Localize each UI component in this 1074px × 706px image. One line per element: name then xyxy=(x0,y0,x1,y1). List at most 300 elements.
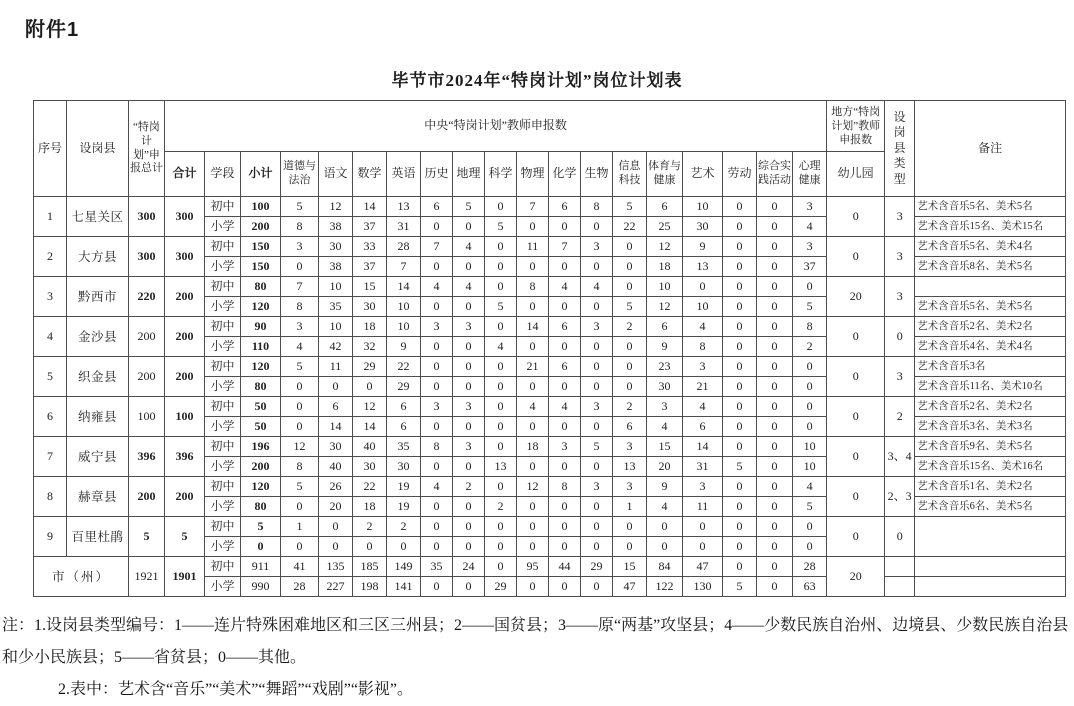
header-subject-practice: 综合实践活动 xyxy=(757,152,793,197)
cell-subject-value: 0 xyxy=(757,237,793,257)
cell-subject-value: 10 xyxy=(387,297,421,317)
cell-total: 396 xyxy=(165,437,205,477)
cell-subject-value: 29 xyxy=(581,557,613,577)
cell-seq: 7 xyxy=(34,437,67,477)
cell-subject-value: 2 xyxy=(387,517,421,537)
header-subject-math: 数学 xyxy=(353,152,387,197)
cell-declared-total: 200 xyxy=(129,317,165,357)
cell-subtotal: 110 xyxy=(241,337,281,357)
cell-subject-value: 0 xyxy=(757,397,793,417)
attachment-label: 附件1 xyxy=(25,19,80,41)
cell-declared-total: 200 xyxy=(129,477,165,517)
cell-subject-value: 0 xyxy=(453,577,485,597)
cell-subject-value: 14 xyxy=(319,417,353,437)
cell-subject-value: 6 xyxy=(549,197,581,217)
cell-remark: 艺术含音乐4名、美术4名 xyxy=(915,337,1066,357)
cell-subject-value: 0 xyxy=(723,257,757,277)
cell-subject-value: 0 xyxy=(421,297,453,317)
cell-stage: 初中 xyxy=(205,557,241,577)
cell-subject-value: 4 xyxy=(647,417,683,437)
cell-subject-value: 7 xyxy=(387,257,421,277)
cell-subject-value: 0 xyxy=(485,477,517,497)
cell-seq: 2 xyxy=(34,237,67,277)
cell-subject-value: 18 xyxy=(647,257,683,277)
cell-subject-value: 0 xyxy=(353,537,387,557)
cell-subject-value: 0 xyxy=(485,317,517,337)
cell-subject-value: 19 xyxy=(387,497,421,517)
cell-subject-value: 3 xyxy=(793,197,827,217)
cell-subject-value: 0 xyxy=(757,457,793,477)
cell-subject-value: 3 xyxy=(683,357,723,377)
cell-subject-value: 0 xyxy=(757,357,793,377)
cell-subject-value: 11 xyxy=(319,357,353,377)
cell-subject-value: 0 xyxy=(485,397,517,417)
cell-subject-value: 11 xyxy=(683,497,723,517)
cell-subject-value: 35 xyxy=(421,557,453,577)
cell-subject-value: 0 xyxy=(453,357,485,377)
cell-subject-value: 8 xyxy=(421,437,453,457)
cell-subject-value: 6 xyxy=(613,417,647,437)
cell-county: 大方县 xyxy=(67,237,129,277)
cell-stage: 小学 xyxy=(205,577,241,597)
cell-subject-value: 12 xyxy=(353,397,387,417)
cell-subject-value: 227 xyxy=(319,577,353,597)
cell-kindergarten: 20 xyxy=(827,277,885,317)
cell-subject-value: 0 xyxy=(581,357,613,377)
cell-subject-value: 3 xyxy=(613,477,647,497)
cell-subject-value: 4 xyxy=(421,477,453,497)
cell-seq: 8 xyxy=(34,477,67,517)
cell-subject-value: 4 xyxy=(683,397,723,417)
cell-county-type: 3 xyxy=(885,357,915,397)
cell-stage: 初中 xyxy=(205,237,241,257)
cell-subject-value: 0 xyxy=(453,537,485,557)
header-central-group: 中央“特岗计划”教师申报数 xyxy=(165,101,827,152)
header-subject-pe-health: 体育与健康 xyxy=(647,152,683,197)
cell-subject-value: 12 xyxy=(647,237,683,257)
cell-subject-value: 8 xyxy=(281,217,319,237)
cell-subject-value: 8 xyxy=(517,277,549,297)
cell-subject-value: 0 xyxy=(517,417,549,437)
cell-kindergarten: 20 xyxy=(827,557,885,597)
cell-subject-value: 0 xyxy=(683,517,723,537)
cell-total: 1901 xyxy=(165,557,205,597)
cell-subject-value: 3 xyxy=(581,397,613,417)
cell-county-type: 3 xyxy=(885,197,915,237)
cell-stage: 小学 xyxy=(205,497,241,517)
cell-subject-value: 0 xyxy=(421,337,453,357)
cell-subject-value: 3 xyxy=(281,237,319,257)
cell-subject-value: 2 xyxy=(353,517,387,537)
cell-subject-value: 95 xyxy=(517,557,549,577)
cell-subject-value: 0 xyxy=(453,257,485,277)
cell-subject-value: 35 xyxy=(387,437,421,457)
cell-subject-value: 6 xyxy=(647,317,683,337)
cell-subject-value: 7 xyxy=(281,277,319,297)
cell-subject-value: 0 xyxy=(613,537,647,557)
cell-county: 黔西市 xyxy=(67,277,129,317)
cell-subject-value: 11 xyxy=(517,237,549,257)
cell-subject-value: 0 xyxy=(757,197,793,217)
header-subject-history: 历史 xyxy=(421,152,453,197)
cell-total-label: 市（州） xyxy=(34,557,129,597)
cell-subject-value: 0 xyxy=(281,497,319,517)
cell-stage: 初中 xyxy=(205,477,241,497)
cell-stage: 小学 xyxy=(205,337,241,357)
cell-subject-value: 30 xyxy=(353,457,387,477)
cell-subject-value: 0 xyxy=(757,277,793,297)
cell-subject-value: 0 xyxy=(453,417,485,437)
header-kindergarten: 幼儿园 xyxy=(827,152,885,197)
cell-subject-value: 30 xyxy=(353,297,387,317)
cell-subject-value: 122 xyxy=(647,577,683,597)
cell-subject-value: 4 xyxy=(485,337,517,357)
cell-subject-value: 0 xyxy=(613,237,647,257)
cell-subject-value: 0 xyxy=(723,417,757,437)
cell-subject-value: 0 xyxy=(517,497,549,517)
cell-kindergarten: 0 xyxy=(827,397,885,437)
cell-subject-value: 0 xyxy=(723,237,757,257)
cell-declared-total: 396 xyxy=(129,437,165,477)
cell-subject-value: 3 xyxy=(453,317,485,337)
cell-subject-value: 6 xyxy=(549,317,581,337)
cell-subject-value: 18 xyxy=(517,437,549,457)
cell-stage: 小学 xyxy=(205,257,241,277)
cell-subject-value: 0 xyxy=(613,277,647,297)
cell-total: 200 xyxy=(165,477,205,517)
cell-subject-value: 14 xyxy=(517,317,549,337)
cell-subject-value: 0 xyxy=(723,557,757,577)
cell-declared-total: 5 xyxy=(129,517,165,557)
cell-remark: 艺术含音乐2名、美术2名 xyxy=(915,317,1066,337)
cell-subject-value: 18 xyxy=(353,317,387,337)
cell-subject-value: 8 xyxy=(793,317,827,337)
cell-seq: 3 xyxy=(34,277,67,317)
cell-subject-value: 0 xyxy=(281,397,319,417)
position-plan-table xyxy=(33,100,1066,597)
cell-subject-value: 3 xyxy=(647,397,683,417)
cell-subject-value: 5 xyxy=(281,197,319,217)
cell-subject-value: 5 xyxy=(723,457,757,477)
cell-subject-value: 0 xyxy=(757,557,793,577)
cell-subject-value: 25 xyxy=(647,217,683,237)
cell-county-type: 2、3 xyxy=(885,477,915,517)
cell-subject-value: 28 xyxy=(281,577,319,597)
header-seq: 序号 xyxy=(34,101,67,197)
cell-subject-value: 0 xyxy=(421,377,453,397)
cell-subject-value: 8 xyxy=(683,337,723,357)
cell-kindergarten: 0 xyxy=(827,437,885,477)
cell-subject-value: 4 xyxy=(793,217,827,237)
cell-subject-value: 14 xyxy=(353,417,387,437)
cell-subject-value: 0 xyxy=(757,257,793,277)
cell-county-type: 0 xyxy=(885,517,915,557)
cell-subject-value: 0 xyxy=(723,477,757,497)
cell-remark: 艺术含音乐3名、美术3名 xyxy=(915,417,1066,437)
cell-stage: 初中 xyxy=(205,437,241,457)
cell-remark: 艺术含音乐9名、美术5名 xyxy=(915,437,1066,457)
cell-subject-value: 6 xyxy=(421,197,453,217)
cell-subject-value: 0 xyxy=(613,257,647,277)
cell-subject-value: 12 xyxy=(647,297,683,317)
cell-subtotal: 100 xyxy=(241,197,281,217)
table-body xyxy=(34,197,1066,597)
cell-stage: 小学 xyxy=(205,297,241,317)
cell-subject-value: 5 xyxy=(485,217,517,237)
cell-subject-value: 5 xyxy=(281,477,319,497)
cell-stage: 初中 xyxy=(205,197,241,217)
cell-subject-value: 0 xyxy=(549,497,581,517)
cell-subject-value: 0 xyxy=(613,337,647,357)
cell-subject-value: 0 xyxy=(485,357,517,377)
cell-subject-value: 0 xyxy=(683,537,723,557)
header-subject-science: 科学 xyxy=(485,152,517,197)
cell-subject-value: 3 xyxy=(683,477,723,497)
cell-subject-value: 6 xyxy=(647,197,683,217)
cell-subject-value: 0 xyxy=(485,537,517,557)
cell-subject-value: 3 xyxy=(613,437,647,457)
cell-subject-value: 5 xyxy=(613,197,647,217)
cell-subject-value: 0 xyxy=(723,517,757,537)
cell-remark xyxy=(915,577,1066,597)
cell-subject-value: 0 xyxy=(517,257,549,277)
cell-subject-value: 5 xyxy=(613,297,647,317)
cell-subtotal: 0 xyxy=(241,537,281,557)
cell-kindergarten: 0 xyxy=(827,517,885,557)
cell-kindergarten: 0 xyxy=(827,197,885,237)
cell-subject-value: 9 xyxy=(647,337,683,357)
cell-subject-value: 0 xyxy=(793,377,827,397)
cell-subject-value: 10 xyxy=(793,437,827,457)
cell-subject-value: 20 xyxy=(647,457,683,477)
cell-subject-value: 5 xyxy=(281,357,319,377)
cell-subject-value: 10 xyxy=(683,297,723,317)
header-subject-geography: 地理 xyxy=(453,152,485,197)
cell-subject-value: 0 xyxy=(281,417,319,437)
cell-subtotal: 200 xyxy=(241,217,281,237)
cell-subject-value: 135 xyxy=(319,557,353,577)
cell-stage: 小学 xyxy=(205,377,241,397)
cell-total: 200 xyxy=(165,317,205,357)
header-subject-labor: 劳动 xyxy=(723,152,757,197)
cell-subject-value: 4 xyxy=(517,397,549,417)
cell-stage: 小学 xyxy=(205,217,241,237)
cell-subject-value: 0 xyxy=(421,577,453,597)
cell-county: 百里杜鹃 xyxy=(67,517,129,557)
cell-subject-value: 5 xyxy=(453,197,485,217)
cell-subtotal: 990 xyxy=(241,577,281,597)
cell-subject-value: 0 xyxy=(757,437,793,457)
footnotes xyxy=(2,610,1072,706)
cell-subject-value: 2 xyxy=(793,337,827,357)
cell-subject-value: 3 xyxy=(453,437,485,457)
cell-subject-value: 0 xyxy=(757,217,793,237)
cell-stage: 小学 xyxy=(205,417,241,437)
cell-subject-value: 26 xyxy=(319,477,353,497)
cell-seq: 4 xyxy=(34,317,67,357)
cell-stage: 初中 xyxy=(205,277,241,297)
cell-total: 100 xyxy=(165,397,205,437)
cell-county-type xyxy=(885,577,915,597)
header-declared-total: “特岗计划”申报总计 xyxy=(129,101,165,197)
cell-subject-value: 0 xyxy=(757,417,793,437)
cell-subject-value: 0 xyxy=(757,297,793,317)
cell-remark: 艺术含音乐15名、美术16名 xyxy=(915,457,1066,477)
cell-subject-value: 0 xyxy=(485,197,517,217)
cell-subject-value: 40 xyxy=(353,437,387,457)
cell-subject-value: 0 xyxy=(319,537,353,557)
cell-subject-value: 29 xyxy=(353,357,387,377)
header-remark: 备注 xyxy=(915,101,1066,197)
cell-county-type: 2 xyxy=(885,397,915,437)
cell-subject-value: 0 xyxy=(723,337,757,357)
cell-subject-value: 31 xyxy=(683,457,723,477)
cell-subject-value: 0 xyxy=(683,277,723,297)
cell-subtotal: 196 xyxy=(241,437,281,457)
cell-subject-value: 0 xyxy=(581,517,613,537)
cell-subject-value: 2 xyxy=(485,497,517,517)
cell-county: 威宁县 xyxy=(67,437,129,477)
cell-total: 200 xyxy=(165,277,205,317)
cell-county: 金沙县 xyxy=(67,317,129,357)
cell-subject-value: 0 xyxy=(793,417,827,437)
cell-subject-value: 29 xyxy=(485,577,517,597)
cell-kindergarten: 0 xyxy=(827,317,885,357)
cell-subject-value: 40 xyxy=(319,457,353,477)
table-row xyxy=(34,197,1066,217)
cell-remark: 艺术含音乐8名、美术5名 xyxy=(915,257,1066,277)
cell-subject-value: 0 xyxy=(613,517,647,537)
cell-subject-value: 0 xyxy=(453,217,485,237)
cell-subject-value: 0 xyxy=(319,377,353,397)
cell-subject-value: 10 xyxy=(647,277,683,297)
cell-subject-value: 0 xyxy=(421,537,453,557)
cell-subject-value: 6 xyxy=(549,357,581,377)
cell-subject-value: 37 xyxy=(793,257,827,277)
cell-subject-value: 0 xyxy=(723,277,757,297)
cell-subject-value: 0 xyxy=(757,537,793,557)
cell-subject-value: 9 xyxy=(387,337,421,357)
cell-stage: 小学 xyxy=(205,537,241,557)
header-local-group: 地方“特岗计划”教师申报数 xyxy=(827,101,885,152)
cell-subject-value: 18 xyxy=(353,497,387,517)
cell-subject-value: 0 xyxy=(421,217,453,237)
cell-subject-value: 35 xyxy=(319,297,353,317)
cell-county-type: 3 xyxy=(885,277,915,317)
cell-subject-value: 3 xyxy=(453,397,485,417)
cell-total: 5 xyxy=(165,517,205,557)
cell-subject-value: 0 xyxy=(453,497,485,517)
cell-subject-value: 7 xyxy=(517,197,549,217)
cell-remark: 艺术含音乐5名、美术5名 xyxy=(915,197,1066,217)
cell-subject-value: 149 xyxy=(387,557,421,577)
cell-subject-value: 0 xyxy=(757,517,793,537)
cell-subject-value: 0 xyxy=(581,217,613,237)
cell-subject-value: 1 xyxy=(281,517,319,537)
cell-subject-value: 0 xyxy=(421,517,453,537)
header-subject-english: 英语 xyxy=(387,152,421,197)
header-total: 合计 xyxy=(165,152,205,197)
cell-subject-value: 0 xyxy=(549,577,581,597)
cell-subject-value: 0 xyxy=(517,457,549,477)
cell-subject-value: 2 xyxy=(613,317,647,337)
cell-subtotal: 200 xyxy=(241,457,281,477)
cell-subject-value: 4 xyxy=(581,277,613,297)
cell-subject-value: 14 xyxy=(683,437,723,457)
cell-subject-value: 0 xyxy=(723,297,757,317)
cell-subject-value: 3 xyxy=(421,397,453,417)
cell-subject-value: 4 xyxy=(281,337,319,357)
cell-subtotal: 50 xyxy=(241,397,281,417)
cell-subject-value: 0 xyxy=(549,537,581,557)
cell-subject-value: 0 xyxy=(757,577,793,597)
cell-declared-total: 200 xyxy=(129,357,165,397)
cell-subject-value: 9 xyxy=(647,477,683,497)
table-row xyxy=(34,317,1066,337)
cell-subject-value: 0 xyxy=(453,457,485,477)
cell-subject-value: 185 xyxy=(353,557,387,577)
cell-subject-value: 22 xyxy=(353,477,387,497)
cell-county: 纳雍县 xyxy=(67,397,129,437)
cell-subject-value: 0 xyxy=(581,497,613,517)
cell-subject-value: 22 xyxy=(613,217,647,237)
cell-county-type xyxy=(885,557,915,577)
cell-subject-value: 0 xyxy=(387,537,421,557)
cell-subject-value: 0 xyxy=(421,457,453,477)
table-row xyxy=(34,277,1066,297)
cell-subtotal: 120 xyxy=(241,357,281,377)
cell-subject-value: 0 xyxy=(757,317,793,337)
cell-subject-value: 5 xyxy=(793,497,827,517)
cell-subject-value: 14 xyxy=(387,277,421,297)
cell-stage: 初中 xyxy=(205,357,241,377)
cell-subject-value: 0 xyxy=(549,337,581,357)
cell-subject-value: 0 xyxy=(485,237,517,257)
cell-subject-value: 21 xyxy=(517,357,549,377)
cell-subject-value: 130 xyxy=(683,577,723,597)
cell-county-type: 3 xyxy=(885,237,915,277)
cell-subject-value: 0 xyxy=(421,357,453,377)
header-row-groups xyxy=(34,101,1066,152)
cell-declared-total: 300 xyxy=(129,237,165,277)
cell-subject-value: 13 xyxy=(387,197,421,217)
cell-subject-value: 5 xyxy=(793,297,827,317)
cell-subject-value: 0 xyxy=(793,397,827,417)
cell-subject-value: 13 xyxy=(485,457,517,477)
table-row xyxy=(34,437,1066,457)
cell-subject-value: 10 xyxy=(319,277,353,297)
cell-subject-value: 8 xyxy=(549,477,581,497)
cell-subject-value: 0 xyxy=(485,417,517,437)
cell-subject-value: 6 xyxy=(387,417,421,437)
cell-subject-value: 0 xyxy=(453,517,485,537)
cell-subtotal: 50 xyxy=(241,417,281,437)
cell-subject-value: 0 xyxy=(581,537,613,557)
header-county: 设岗县 xyxy=(67,101,129,197)
cell-subject-value: 3 xyxy=(581,317,613,337)
cell-subject-value: 0 xyxy=(485,377,517,397)
cell-subject-value: 37 xyxy=(353,257,387,277)
cell-stage: 小学 xyxy=(205,457,241,477)
cell-subject-value: 0 xyxy=(453,377,485,397)
cell-subject-value: 3 xyxy=(793,237,827,257)
header-county-type: 设岗县类型 xyxy=(885,101,915,197)
table-row xyxy=(34,397,1066,417)
cell-subject-value: 31 xyxy=(387,217,421,237)
cell-remark xyxy=(915,517,1066,557)
cell-subject-value: 22 xyxy=(387,357,421,377)
cell-subject-value: 0 xyxy=(581,377,613,397)
